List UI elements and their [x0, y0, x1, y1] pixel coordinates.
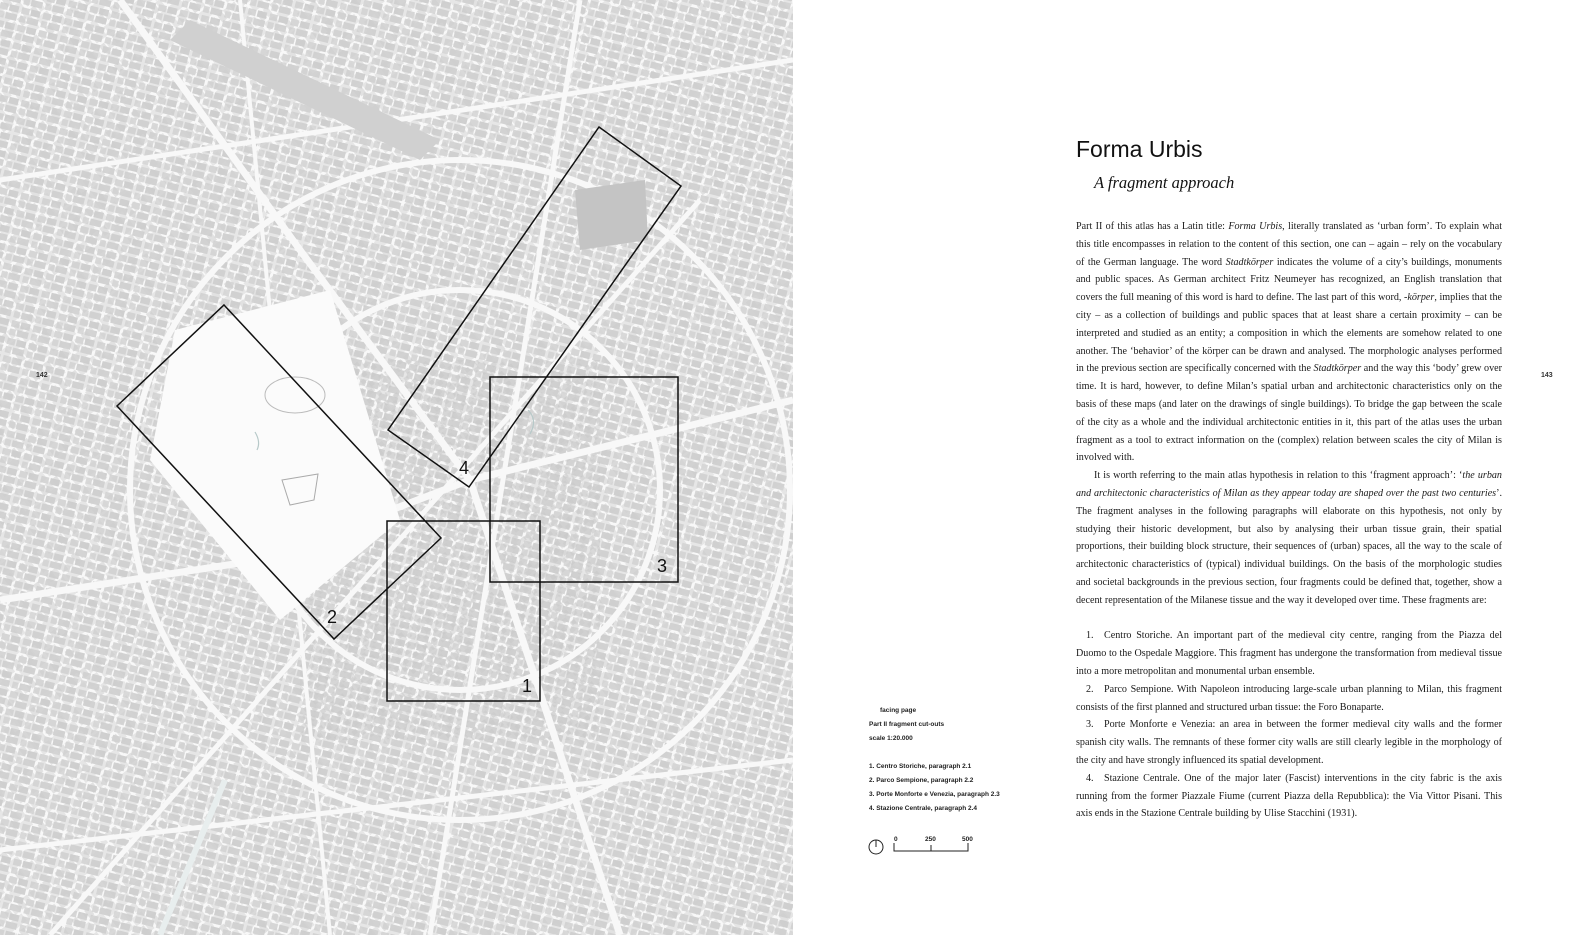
caption-item-1: 1. Centro Storiche, paragraph 2.1 [869, 763, 972, 770]
figure-ground-map [0, 0, 793, 935]
fragment-label-1: 1 [522, 676, 533, 696]
station-building [575, 180, 648, 250]
scale-bar [868, 835, 998, 859]
caption-item-2: 2. Parco Sempione, paragraph 2.2 [869, 777, 974, 784]
scale-ruler [894, 843, 968, 851]
caption-item-3: 3. Porte Monforte e Venezia, paragraph 2.3 [869, 791, 1000, 798]
city-map [0, 0, 793, 935]
list-item: 1. Centro Storiche. An important part of the medieval city centre, ranging from the Piazza del Duomo to the Ospedale Maggiore. This fragment has undergone the transformation from medieval tissue into a more metropolitan and monumental urban ensemble. [1076, 630, 1502, 677]
fragment-label-2: 2 [327, 607, 338, 627]
paragraph-2: It is worth referring to the main atlas hypothesis in relation to this ‘fragment approach’: ‘the urban and architectonic characteristics of Milan as they appear today are shaped over the past two centuries’. The fragment analyses in the following paragraphs will elaborate on this hypothesis, not only by studying their historic development, but also by analysing their urban tissue grain, their spatial proportions, their building block structure, their sequences of (urban) spaces, all the way to the scale of architectonic characteristics of (typical) individual buildings. On the basis of the morphologic studies and societal backgrounds in the previous section, four fragments could be defined that, together, show a decent representation of the Milanese tissue and the way it developed over time. These fragments are: [1076, 470, 1502, 606]
paragraph-1: Part II of this atlas has a Latin title: Forma Urbis, literally translated as ‘urban form’. To explain what this title encompasses in relation to the content of this section, one can – again – rely on the vocabulary of the German language. The word Stadtkörper indicates the volume of a city’s buildings, monuments and public spaces. As German architect Fritz Neumeyer has recognized, an English translation that covers the full meaning of this word is hard to define. The last part of this word, -körper, implies that the city – as a collection of buildings and public spaces that at least share a certain proximity – can be interpreted and studied as an entity; a composition in which the elements are somehow related to one another. The ‘behavior’ of the körper can be drawn and analysed. The morphologic analyses performed in the previous section are specifically concerned with the Stadtkörper and the way this ‘body’ grew over time. It is hard, however, to define Milan’s spatial urban and architectonic characteristics only on the basis of these maps (and later on the drawings of single buildings). To bridge the gap between the scale of the city as a whole and the individual architectonic entities in it, this part of the atlas uses the urban fragment as a tool to extract information on the (complex) relation between scales the city of Milan is involved with. [1076, 221, 1503, 464]
scale-tick-0: 0 [894, 836, 898, 843]
caption-scale: scale 1:20.000 [869, 735, 913, 742]
caption-item-4: 4. Stazione Centrale, paragraph 2.4 [869, 805, 978, 812]
list-item: 4. Stazione Centrale. One of the major later (Fascist) interventions in the city fabric is the axis running from the former Piazzale Fiume (current Piazza della Repubblica): the Via Vittor Pisani. This axis ends in the Stazione Centrale building by Ulise Stacchini (1931). [1076, 772, 1502, 820]
scale-tick-500: 500 [962, 836, 973, 843]
fragment-list [1076, 627, 1502, 823]
scale-tick-250: 250 [925, 836, 936, 843]
page-subtitle: A fragment approach [1094, 173, 1235, 192]
fragment-label-4: 4 [459, 458, 470, 478]
list-item: 2. Parco Sempione. With Napoleon introducing large-scale urban planning to Milan, this fragment consists of the first planned and structured urban tissue: the Foro Bonaparte. [1076, 683, 1502, 713]
list-item: 3. Porte Monforte e Venezia: an area in between the former medieval city walls and the former spanish city walls. The remnants of these former city walls are still clearly legible in the morphology of the city and have strongly influenced its spatial development. [1076, 719, 1502, 766]
caption-title: Part II fragment cut-outs [869, 721, 945, 728]
body-text [1076, 218, 1502, 823]
right-page-number: 143 [1541, 372, 1553, 379]
page-title: Forma Urbis [1076, 136, 1203, 162]
caption-facing-page: facing page [880, 707, 917, 714]
left-page-number: 142 [36, 372, 48, 379]
fragment-label-3: 3 [657, 556, 668, 576]
